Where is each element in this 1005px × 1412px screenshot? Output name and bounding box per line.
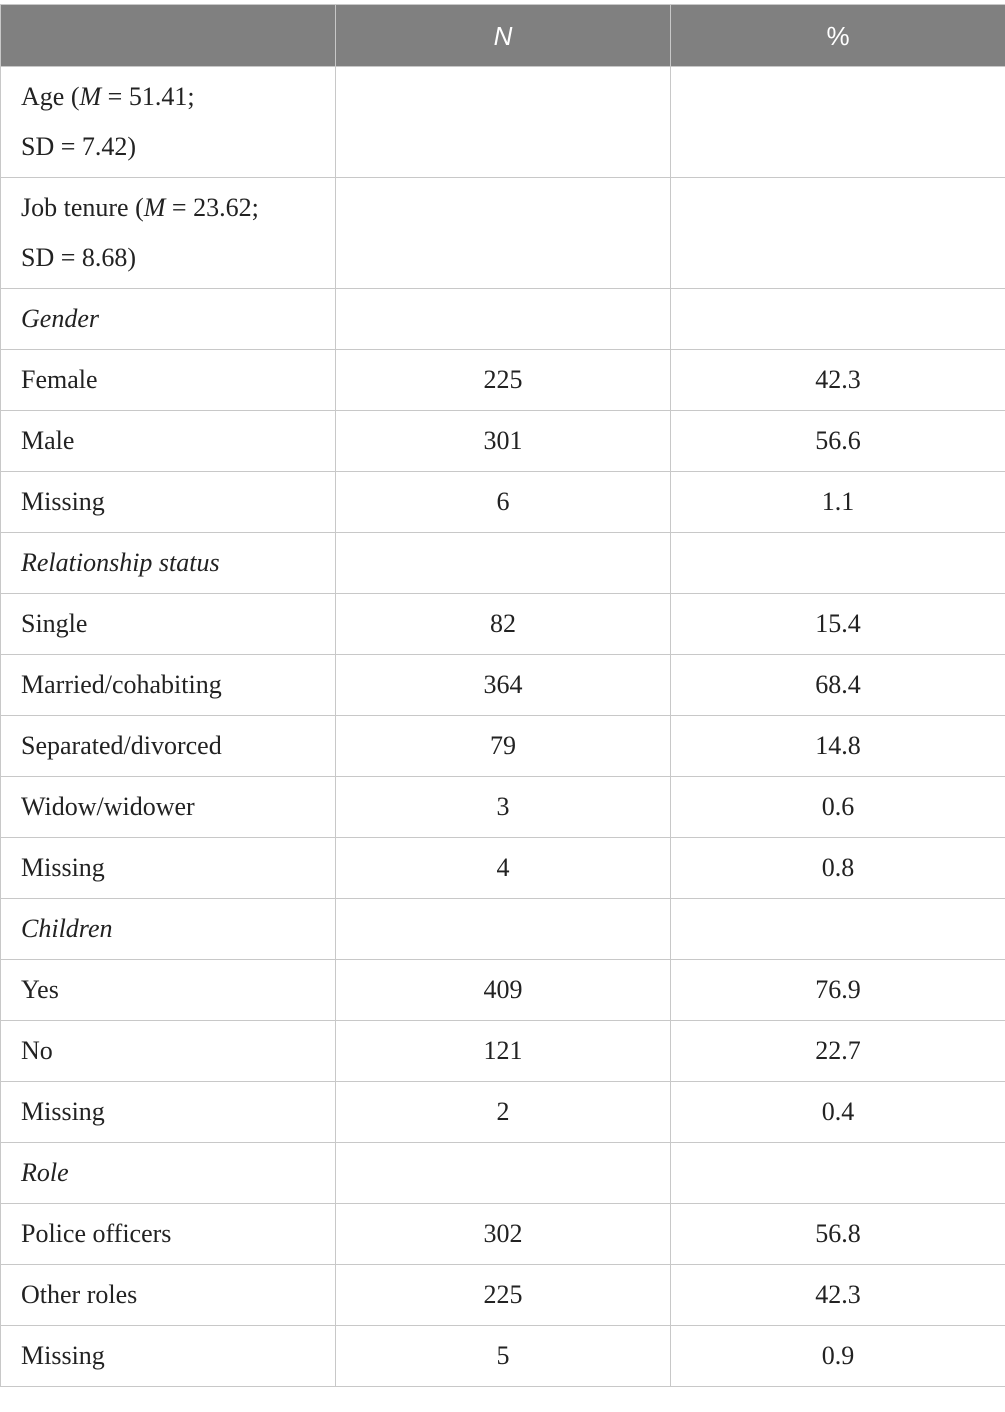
row-label: Police officers: [1, 1204, 336, 1265]
header-percent: %: [671, 5, 1005, 67]
row-label: Yes: [1, 960, 336, 1021]
row-label: Married/cohabiting: [1, 655, 336, 716]
table-row: [1, 1326, 1005, 1387]
row-label: Age (M = 51.41; SD = 7.42): [1, 67, 336, 178]
row-label: Male: [1, 411, 336, 472]
percent-cell: [671, 533, 1005, 594]
percent-cell: 0.6: [671, 777, 1005, 838]
table-row: [1, 655, 1005, 716]
table-row: [1, 472, 1005, 533]
n-cell: 79: [336, 716, 671, 777]
row-label: Single: [1, 594, 336, 655]
percent-cell: 56.6: [671, 411, 1005, 472]
row-label: Missing: [1, 1082, 336, 1143]
percent-cell: 22.7: [671, 1021, 1005, 1082]
n-cell: 2: [336, 1082, 671, 1143]
demographics-table: [0, 4, 1005, 1387]
n-cell: 225: [336, 1265, 671, 1326]
row-label: Widow/widower: [1, 777, 336, 838]
percent-cell: [671, 1143, 1005, 1204]
header-n: N: [336, 5, 671, 67]
category-label: Gender: [1, 289, 336, 350]
n-cell: 82: [336, 594, 671, 655]
n-cell: 121: [336, 1021, 671, 1082]
percent-cell: 14.8: [671, 716, 1005, 777]
n-cell: [336, 289, 671, 350]
row-label: Missing: [1, 1326, 336, 1387]
header-variable: [1, 5, 336, 67]
table-row: [1, 67, 1005, 178]
table-row: [1, 178, 1005, 289]
percent-cell: [671, 289, 1005, 350]
n-cell: 6: [336, 472, 671, 533]
percent-cell: 15.4: [671, 594, 1005, 655]
table-row: [1, 411, 1005, 472]
category-row: [1, 533, 1005, 594]
percent-cell: 42.3: [671, 350, 1005, 411]
category-row: [1, 289, 1005, 350]
n-cell: 225: [336, 350, 671, 411]
percent-cell: 76.9: [671, 960, 1005, 1021]
table-row: [1, 350, 1005, 411]
n-cell: 4: [336, 838, 671, 899]
percent-cell: 56.8: [671, 1204, 1005, 1265]
percent-cell: 1.1: [671, 472, 1005, 533]
percent-cell: [671, 178, 1005, 289]
percent-cell: 68.4: [671, 655, 1005, 716]
row-label: No: [1, 1021, 336, 1082]
table-row: [1, 777, 1005, 838]
n-cell: 302: [336, 1204, 671, 1265]
category-row: [1, 899, 1005, 960]
n-cell: [336, 533, 671, 594]
n-cell: 5: [336, 1326, 671, 1387]
row-label: Separated/divorced: [1, 716, 336, 777]
n-cell: [336, 899, 671, 960]
n-cell: 364: [336, 655, 671, 716]
table-row: [1, 594, 1005, 655]
percent-cell: [671, 899, 1005, 960]
table-row: [1, 838, 1005, 899]
percent-cell: [671, 67, 1005, 178]
category-label: Role: [1, 1143, 336, 1204]
table-row: [1, 1082, 1005, 1143]
n-cell: 409: [336, 960, 671, 1021]
n-cell: 301: [336, 411, 671, 472]
header-row: [1, 5, 1005, 67]
table-row: [1, 1204, 1005, 1265]
category-row: [1, 1143, 1005, 1204]
percent-cell: 0.4: [671, 1082, 1005, 1143]
n-cell: [336, 178, 671, 289]
n-cell: [336, 67, 671, 178]
n-cell: [336, 1143, 671, 1204]
row-label: Other roles: [1, 1265, 336, 1326]
percent-cell: 42.3: [671, 1265, 1005, 1326]
row-label: Female: [1, 350, 336, 411]
percent-cell: 0.8: [671, 838, 1005, 899]
table-row: [1, 716, 1005, 777]
category-label: Children: [1, 899, 336, 960]
row-label: Job tenure (M = 23.62; SD = 8.68): [1, 178, 336, 289]
table-row: [1, 1265, 1005, 1326]
table-row: [1, 1021, 1005, 1082]
percent-cell: 0.9: [671, 1326, 1005, 1387]
row-label: Missing: [1, 472, 336, 533]
n-cell: 3: [336, 777, 671, 838]
category-label: Relationship status: [1, 533, 336, 594]
row-label: Missing: [1, 838, 336, 899]
table-row: [1, 960, 1005, 1021]
